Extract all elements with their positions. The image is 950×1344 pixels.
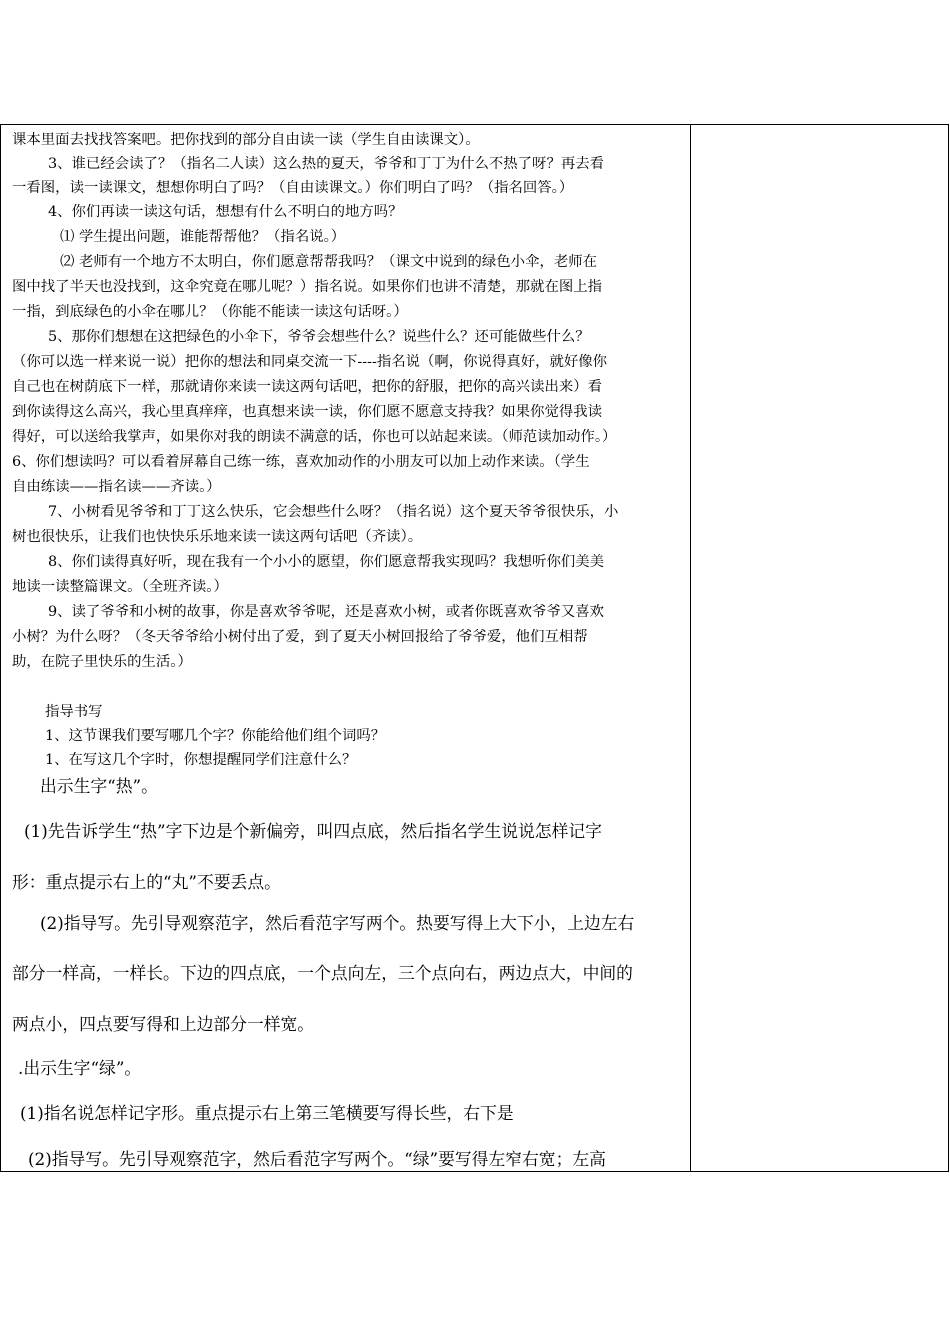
text-line: 7、小树看见爷爷和丁丁这么快乐，它会想些什么呀？（指名说）这个夏天爷爷很快乐，小 xyxy=(48,504,619,520)
text-line: 3、谁已经会读了？（指名二人读）这么热的夏天，爷爷和丁丁为什么不热了呀？再去看 xyxy=(48,156,605,172)
lesson-table xyxy=(0,124,949,1172)
lesson-content-cell xyxy=(12,125,684,1171)
text-line: 5、那你们想想在这把绿色的小伞下，爷爷会想些什么？说些什么？还可能做些什么？ xyxy=(48,329,590,345)
text-line: (1)指名说怎样记字形。重点提示右上第三笔横要写得长些，右下是 xyxy=(20,1103,514,1123)
text-line: 一看图，读一读课文，想想你明白了吗？（自由读课文。）你们明白了吗？（指名回答。） xyxy=(12,180,574,196)
text-line: (2)指导写。先引导观察范字，然后看范字写两个。热要写得上大下小，上边左右 xyxy=(40,913,635,933)
text-line: ⑵ 老师有一个地方不太明白，你们愿意帮帮我吗？（课文中说到的绿色小伞，老师在 xyxy=(60,254,598,270)
text-line: 9、读了爷爷和小树的故事，你是喜欢爷爷呢，还是喜欢小树，或者你既喜欢爷爷又喜欢 xyxy=(48,604,605,620)
text-line: (2)指导写。先引导观察范字，然后看范字写两个。“绿”要写得左窄右宽；左高 xyxy=(28,1149,606,1169)
text-line: 两点小，四点要写得和上边部分一样宽。 xyxy=(12,1014,315,1034)
text-line: 6、你们想读吗？可以看着屏幕自己练一练，喜欢加动作的小朋友可以加上动作来读。（学生 xyxy=(12,454,590,470)
text-line: 小树？为什么呀？（冬天爷爷给小树付出了爱，到了夏天小树回报给了爷爷爱，他们互相帮 xyxy=(12,629,588,645)
text-line: 1、在写这几个字时，你想提醒同学们注意什么？ xyxy=(45,752,357,768)
text-line: 1、这节课我们要写哪几个字？你能给他们组个词吗？ xyxy=(45,728,386,744)
text-line: 树也很快乐，让我们也快快乐乐地来读一读这两句话吧（齐读）。 xyxy=(12,529,423,545)
text-line: 4、你们再读一读这句话，想想有什么不明白的地方吗？ xyxy=(48,204,403,220)
text-line: 课本里面去找找答案吧。把你找到的部分自由读一读（学生自由读课文）。 xyxy=(12,132,480,148)
text-line: （你可以选一样来说一说）把你的想法和同桌交流一下----指名说（啊，你说得真好，就好像你 xyxy=(12,354,608,370)
text-line: 自己也在树荫底下一样，那就请你来读一读这两句话吧，把你的舒服，把你的高兴读出来）看 xyxy=(12,379,603,395)
text-line: 出示生字“热”。 xyxy=(40,776,158,796)
text-line: .出示生字“绿”。 xyxy=(18,1058,142,1078)
text-line: ⑴ 学生提出问题，谁能帮帮他？（指名说。） xyxy=(60,229,346,245)
text-line: (1)先告诉学生“热”字下边是个新偏旁，叫四点底，然后指名学生说说怎样记字 xyxy=(24,821,602,841)
text-line: 指导书写 xyxy=(45,704,103,720)
text-line: 形：重点提示右上的“丸”不要丢点。 xyxy=(12,872,281,892)
text-line: 一指，到底绿色的小伞在哪儿？（你能不能读一读这句话呀。） xyxy=(12,304,408,320)
text-line: 地读一读整篇课文。（全班齐读。） xyxy=(12,579,228,595)
text-line: 助，在院子里快乐的生活。） xyxy=(12,654,192,670)
text-line: 自由练读——指名读——齐读。） xyxy=(12,479,221,495)
text-line: 得好，可以送给我掌声，如果你对我的朗读不满意的话，你也可以站起来读。（师范读加动作。） xyxy=(12,429,617,445)
text-line: 图中找了半天也没找到，这伞究竟在哪儿呢？）指名说。如果你们也讲不清楚，那就在图上指 xyxy=(12,279,603,295)
notes-cell xyxy=(691,125,948,1171)
text-line: 到你读得这么高兴，我心里真痒痒，也真想来读一读，你们愿不愿意支持我？如果你觉得我读 xyxy=(12,404,603,420)
text-line: 部分一样高，一样长。下边的四点底，一个点向左，三个点向右，两边点大，中间的 xyxy=(12,963,633,983)
text-line: 8、你们读得真好听，现在我有一个小小的愿望，你们愿意帮我实现吗？我想听你们美美 xyxy=(48,554,605,570)
